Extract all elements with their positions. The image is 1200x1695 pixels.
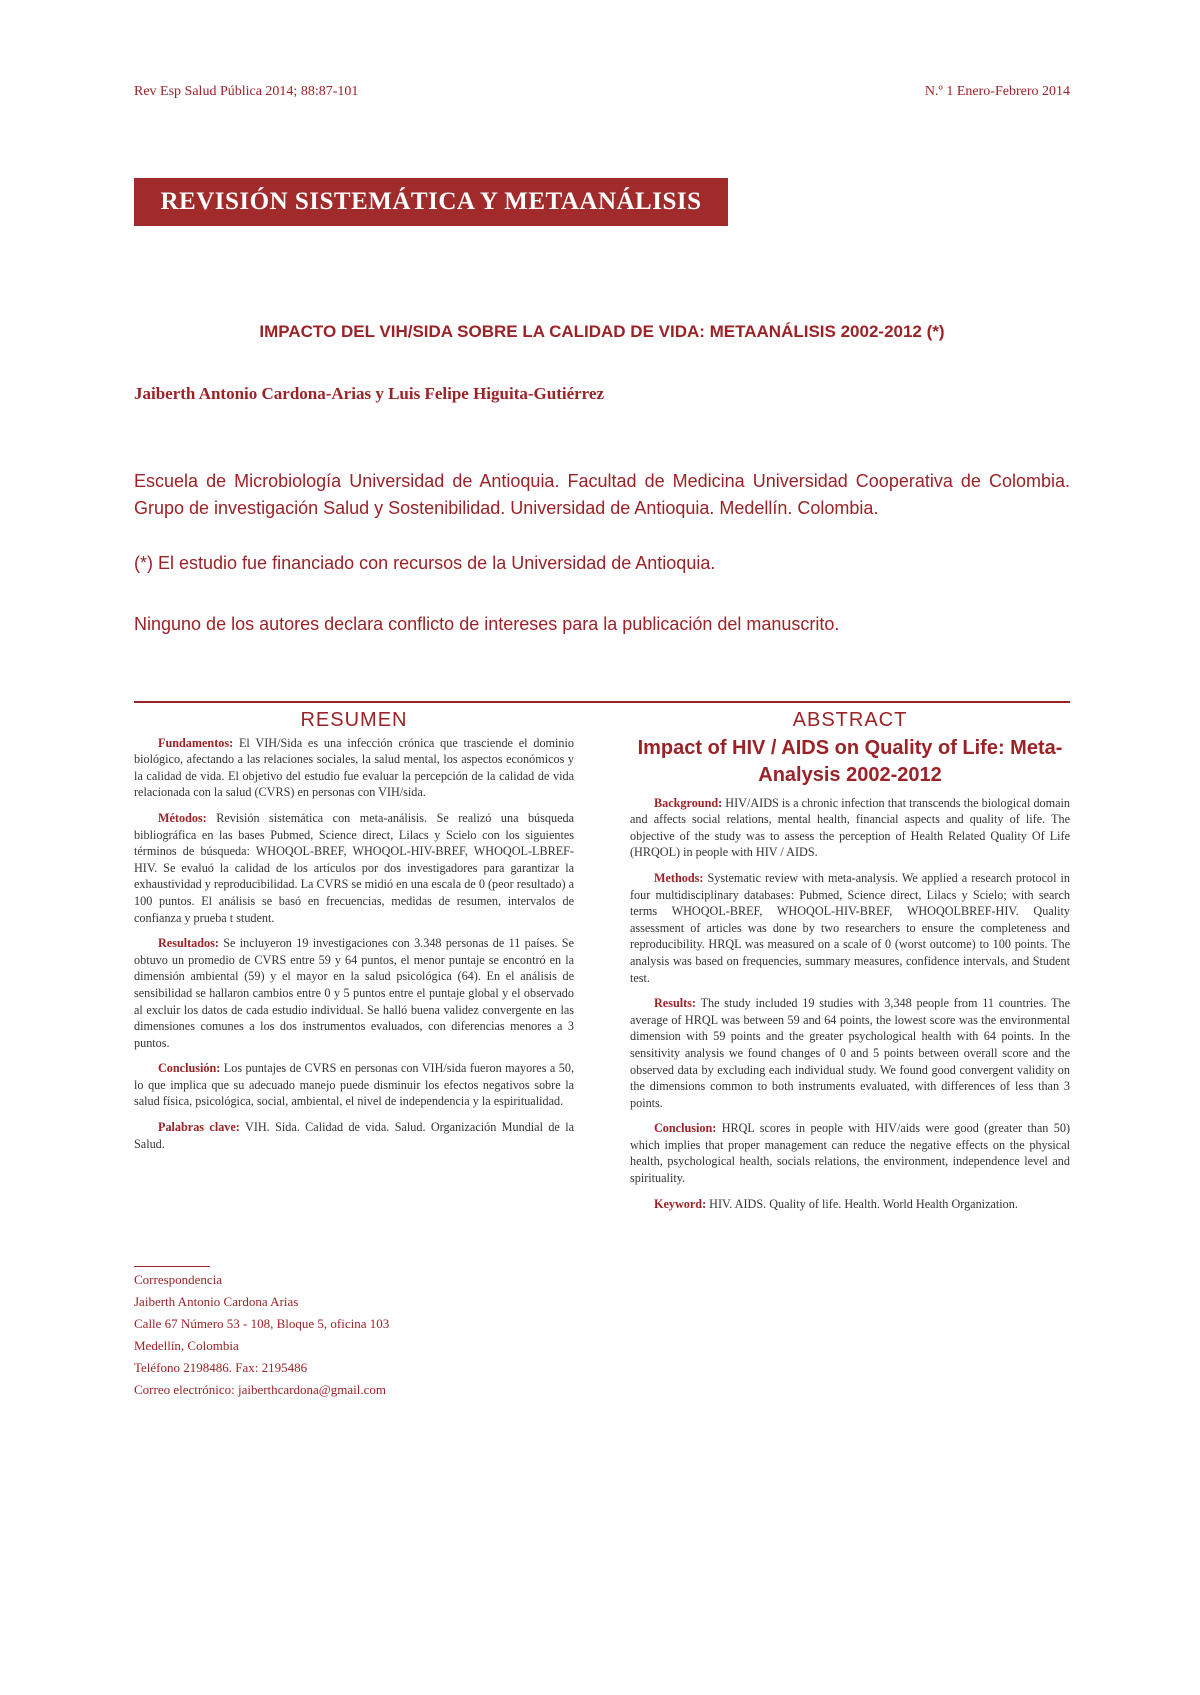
abstract-background — [630, 795, 1070, 861]
resumen-metodos — [134, 810, 574, 926]
fundamentos-text: El VIH/Sida es una infección crónica que trasciende el dominio biológico, afectando a las relaciones sociales, la salud mental, los aspectos económicos y la calidad de vida. El objetivo del estudio fue evaluar la percepción de la calidad de vida relacionada con la salud (CVRS) en personas con VIH/sida. — [134, 735, 574, 800]
metodos-text: Revisión sistemática con meta-análisis. Se realizó una búsqueda bibliográfica en las bases Pubmed, Science direct, Lilacs y Scielo con los siguientes términos de búsqueda: WHOQOL-BREF, WHOQOL-HIV-BREF, WHOQOL-LBREF-HIV. Se evaluó la calidad de los artículos por dos investigadores para garantizar la exhaustividad y reproducibilidad. La CVRS se midió en una escala de 0 (peor resultado) a 100 puntos. El análisis se basó en frecuencias, medidas de resumen, intervalos de confianza y prueba t student. — [134, 810, 574, 925]
resumen-heading: RESUMEN — [300, 709, 408, 731]
resumen-resultados — [134, 935, 574, 1051]
resultados-text: Se incluyeron 19 investigaciones con 3.348 personas de 11 países. Se obtuvo un promedio de CVRS entre 59 y 64 puntos, el menor puntaje se encontró en la dimensión ambiental (59) y el mayor en la salud psicológica (64). En el análisis de sensibilidad se hallaron cambios entre 0 y 5 puntos entre el puntaje global y el observado al excluir los datos de cada estudio individual. Se halló buena validez convergente en las dimensiones comunes a los dos instrumentos evaluados, con diferencias menores a 3 puntos. — [134, 936, 574, 1050]
resumen-fundamentos — [134, 735, 574, 801]
conclusion-text-en: HRQL scores in people with HIV/aids were good (greater than 50) which implies that proper management can reduce the negative effects on the physical health, psychological health, socials relations, the environment, independence level and spirituality. — [630, 1121, 1070, 1186]
keywords-label-es: Palabras clave: — [158, 1120, 240, 1135]
background-label: Background: — [654, 795, 723, 810]
results-label: Results: — [654, 996, 696, 1011]
correspondence — [134, 1266, 574, 1401]
abstract-methods — [630, 870, 1070, 986]
section-banner: REVISIÓN SISTEMÁTICA Y METAANÁLISIS — [134, 178, 728, 226]
keyword-label-en: Keyword: — [654, 1196, 707, 1211]
background-text: HIV/AIDS is a chronic infection that transcends the biological domain and affects social relations, mental health, financial aspects and quality of life. The objective of the study was to assess the perception of Health Related Quality Of Life (HRQOL) in people with HIV / AIDS. — [630, 795, 1070, 860]
abstract-results — [630, 995, 1070, 1111]
resumen-keywords — [134, 1119, 574, 1152]
abstract-title: Impact of HIV / AIDS on Quality of Life: Meta-Analysis 2002-2012 — [637, 736, 1063, 786]
resumen-column — [134, 709, 575, 1161]
keyword-text-en: HIV. AIDS. Quality of life. Health. World Health Organization. — [709, 1196, 1018, 1211]
article-title: IMPACTO DEL VIH/SIDA SOBRE LA CALIDAD DE VIDA: METAANÁLISIS 2002-2012 (*) — [259, 322, 945, 341]
correspondence-label: Correspondencia — [134, 1272, 223, 1287]
correspondence-name: Jaiberth Antonio Cardona Arias — [134, 1294, 299, 1309]
resultados-label: Resultados: — [158, 936, 219, 951]
correspondence-email[interactable]: Correo electrónico: jaiberthcardona@gmail.com — [134, 1382, 387, 1397]
funding-note: (*) El estudio fue financiado con recursos de la Universidad de Antioquia. — [134, 553, 716, 573]
abstract-column — [630, 709, 1071, 1221]
abstract-keywords — [630, 1196, 1070, 1213]
divider — [134, 701, 1070, 703]
abstract-conclusion — [630, 1120, 1070, 1186]
running-header — [134, 84, 1070, 104]
fundamentos-label: Fundamentos: — [158, 735, 234, 750]
affiliation: Escuela de Microbiología Universidad de Antioquia. Facultad de Medicina Universidad Cooperativa de Colombia. Grupo de investigación Salud y Sostenibilidad. Universidad de Antioquia. Medellín. Colombia. — [134, 471, 1070, 518]
authors: Jaiberth Antonio Cardona-Arias y Luis Felipe Higuita-Gutiérrez — [134, 384, 605, 403]
correspondence-city: Medellín, Colombia — [134, 1338, 239, 1353]
metodos-label: Métodos: — [158, 810, 207, 825]
keywords-text-es: VIH. Sida. Calidad de vida. Salud. Organización Mundial de la Salud. — [134, 1120, 574, 1151]
issue-number: N.º 1 Enero-Febrero 2014 — [924, 84, 1070, 99]
correspondence-address: Calle 67 Número 53 - 108, Bloque 5, oficina 103 — [134, 1316, 390, 1331]
conflict-note: Ninguno de los autores declara conflicto de intereses para la publicación del manuscrito. — [134, 614, 840, 634]
conclusion-label-en: Conclusion: — [654, 1121, 717, 1136]
methods-label: Methods: — [654, 870, 704, 885]
results-text: The study included 19 studies with 3,348 people from 11 countries. The average of HRQL was between 59 and 64 points, the lowest score was the environmental dimension with 59 points and the greater psychological health with 64 points. In the sensitivity analysis we found changes of 0 and 5 points between overall score and the observed data by excluding each individual study. We found good convergent validity on the dimensions common to both instruments evaluated, with differences of less than 3 points. — [630, 996, 1070, 1110]
conclusion-text-es: Los puntajes de CVRS en personas con VIH/sida fueron mayores a 50, lo que implica que su adecuado manejo puede disminuir los efectos negativos sobre la salud física, psicológica, social, ambiental, el nivel de independencia y la espiritualidad. — [134, 1061, 575, 1109]
methods-text: Systematic review with meta-analysis. We applied a research protocol in four multidisciplinary databases: Pubmed, Science direct, Lilacs y Scielo; with search terms WHOQOL-BREF, WHOQOL-HIV-BREF, WHOQOLBREF-HIV. Quality assessment of articles was done by two researchers to ensure the completeness and reproducibility. HRQL was measured on a scale of 0 (worst outcome) to 100 points. The analysis was based on frequencies, summary measures, confidence intervals, and Student test. — [630, 870, 1071, 985]
conclusion-label-es: Conclusión: — [158, 1061, 221, 1076]
correspondence-rule — [134, 1266, 210, 1267]
correspondence-phone: Teléfono 2198486. Fax: 2195486 — [134, 1360, 308, 1375]
journal-citation: Rev Esp Salud Pública 2014; 88:87-101 — [134, 84, 359, 99]
abstract-heading: ABSTRACT — [792, 709, 908, 731]
resumen-conclusion — [134, 1060, 574, 1110]
